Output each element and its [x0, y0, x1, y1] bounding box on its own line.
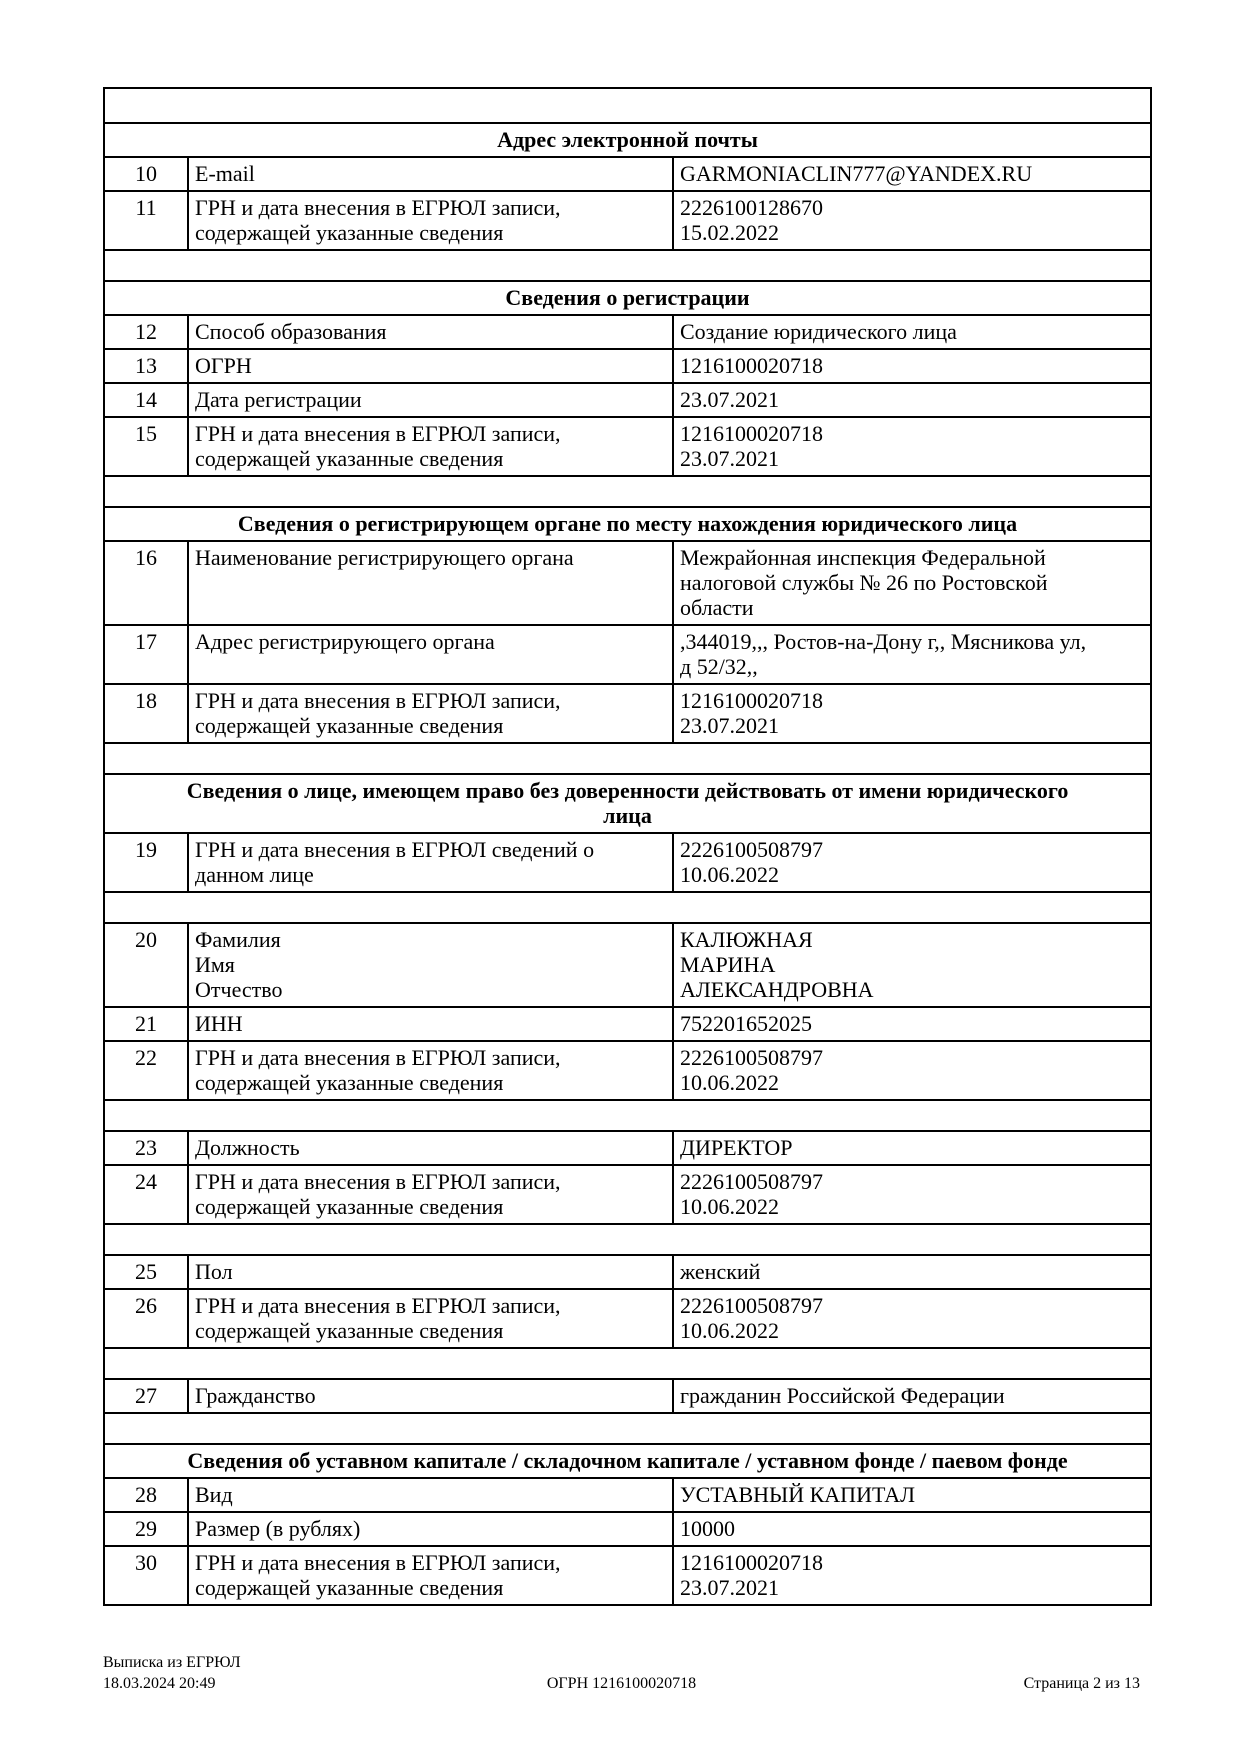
spacer-row: [104, 1348, 1151, 1379]
row-value-cell: [673, 1546, 1151, 1605]
row-number-cell: 23: [104, 1131, 188, 1165]
spacer-cell: [104, 1224, 1151, 1255]
row-value-cell: [673, 1379, 1151, 1413]
cell-line: 2226100508797: [680, 837, 823, 862]
cell-line: области: [680, 595, 754, 620]
row-number-cell: 10: [104, 157, 188, 191]
cell-line: ИНН: [195, 1011, 243, 1036]
spacer-cell: [104, 743, 1151, 774]
section-title-cell: [104, 507, 1151, 541]
cell-line: 15.02.2022: [680, 220, 779, 245]
row-number-cell: 25: [104, 1255, 188, 1289]
row-value-cell: [673, 625, 1151, 684]
cell-line: содержащей указанные сведения: [195, 1318, 504, 1343]
row-number-cell: 28: [104, 1478, 188, 1512]
spacer-row: [104, 1413, 1151, 1444]
cell-line: 10.06.2022: [680, 1194, 779, 1219]
spacer-cell: [104, 1413, 1151, 1444]
cell-line: женский: [680, 1259, 761, 1284]
cell-line: ГРН и дата внесения в ЕГРЮЛ записи,: [195, 688, 561, 713]
table-row: [104, 1546, 1151, 1605]
row-value-cell: [673, 157, 1151, 191]
cell-line: содержащей указанные сведения: [195, 1070, 504, 1095]
cell-line: 23.07.2021: [680, 446, 779, 471]
spacer-row: [104, 250, 1151, 281]
section-title-cell: [104, 774, 1151, 833]
cell-line: Способ образования: [195, 319, 387, 344]
table-row: [104, 157, 1151, 191]
row-number-cell: 16: [104, 541, 188, 625]
table-row: [104, 1512, 1151, 1546]
spacer-cell: [104, 88, 1151, 123]
row-label-cell: [188, 923, 673, 1007]
row-number-cell: 19: [104, 833, 188, 892]
table-row: [104, 625, 1151, 684]
row-number-cell: 29: [104, 1512, 188, 1546]
spacer-cell: [104, 250, 1151, 281]
row-number-cell: 15: [104, 417, 188, 476]
cell-line: Адрес регистрирующего органа: [195, 629, 495, 654]
section-title-cell: [104, 281, 1151, 315]
cell-line: 2226100508797: [680, 1293, 823, 1318]
cell-line: содержащей указанные сведения: [195, 220, 504, 245]
cell-line: 1216100020718: [680, 421, 823, 446]
cell-line: Сведения о регистрирующем органе по месту нахождения юридического лица: [237, 511, 1018, 536]
table-row: [104, 833, 1151, 892]
cell-line: данном лице: [195, 862, 314, 887]
cell-line: Сведения о регистрации: [505, 285, 750, 310]
footer-ogrn: ОГРН 1216100020718: [546, 1675, 697, 1692]
cell-line: 10.06.2022: [680, 862, 779, 887]
section-header-row: [104, 507, 1151, 541]
spacer-row: [104, 1224, 1151, 1255]
cell-line: 10.06.2022: [680, 1070, 779, 1095]
cell-line: содержащей указанные сведения: [195, 446, 504, 471]
row-label-cell: [188, 684, 673, 743]
cell-line: 1216100020718: [680, 1550, 823, 1575]
row-value-cell: [673, 684, 1151, 743]
row-number-cell: 24: [104, 1165, 188, 1224]
row-label-cell: [188, 1007, 673, 1041]
cell-line: Сведения об уставном капитале / складочном капитале / уставном фонде / паевом фонде: [187, 1448, 1068, 1473]
cell-line: 23.07.2021: [680, 713, 779, 738]
row-number-cell: 12: [104, 315, 188, 349]
cell-line: содержащей указанные сведения: [195, 713, 504, 738]
row-value-cell: [673, 1255, 1151, 1289]
row-label-cell: [188, 157, 673, 191]
cell-line: 752201652025: [680, 1011, 812, 1036]
section-header-row: [104, 1444, 1151, 1478]
row-value-cell: [673, 1478, 1151, 1512]
spacer-cell: [104, 1348, 1151, 1379]
cell-line: Наименование регистрирующего органа: [195, 545, 574, 570]
cell-line: Пол: [195, 1259, 233, 1284]
row-label-cell: [188, 1255, 673, 1289]
table-row: [104, 191, 1151, 250]
spacer-row: [104, 743, 1151, 774]
cell-line: 1216100020718: [680, 688, 823, 713]
table-row: [104, 1255, 1151, 1289]
section-title-cell: [104, 123, 1151, 157]
row-number-cell: 21: [104, 1007, 188, 1041]
egrul-table: [103, 87, 1152, 1606]
cell-line: ГРН и дата внесения в ЕГРЮЛ записи,: [195, 1293, 561, 1318]
row-label-cell: [188, 1289, 673, 1348]
spacer-cell: [104, 892, 1151, 923]
cell-line: Создание юридического лица: [680, 319, 957, 344]
cell-line: Имя: [195, 952, 235, 977]
cell-line: Адрес электронной почты: [497, 127, 758, 152]
cell-line: ГРН и дата внесения в ЕГРЮЛ сведений о: [195, 837, 595, 862]
cell-line: Гражданство: [195, 1383, 316, 1408]
spacer-row: [104, 1100, 1151, 1131]
table-row: [104, 1478, 1151, 1512]
row-value-cell: [673, 1289, 1151, 1348]
cell-line: Должность: [195, 1135, 300, 1160]
cell-line: ОГРН: [195, 353, 252, 378]
row-label-cell: [188, 1131, 673, 1165]
row-number-cell: 13: [104, 349, 188, 383]
cell-line: ГРН и дата внесения в ЕГРЮЛ записи,: [195, 1550, 561, 1575]
cell-line: 2226100508797: [680, 1045, 823, 1070]
row-label-cell: [188, 417, 673, 476]
spacer-row: [104, 476, 1151, 507]
cell-line: д 52/32,,: [680, 654, 758, 679]
cell-line: ГРН и дата внесения в ЕГРЮЛ записи,: [195, 421, 561, 446]
cell-line: 10000: [680, 1516, 735, 1541]
cell-line: КАЛЮЖНАЯ: [680, 927, 813, 952]
cell-line: УСТАВНЫЙ КАПИТАЛ: [680, 1482, 916, 1507]
row-label-cell: [188, 1041, 673, 1100]
table-row: [104, 1007, 1151, 1041]
row-label-cell: [188, 1379, 673, 1413]
row-number-cell: 22: [104, 1041, 188, 1100]
cell-line: Межрайонная инспекция Федеральной: [680, 545, 1046, 570]
table-row: [104, 417, 1151, 476]
row-label-cell: [188, 383, 673, 417]
top-blank-row: [104, 88, 1151, 123]
cell-line: 2226100128670: [680, 195, 823, 220]
footer-page-number: Страница 2 из 13: [1023, 1675, 1140, 1692]
cell-line: ГРН и дата внесения в ЕГРЮЛ записи,: [195, 1169, 561, 1194]
row-number-cell: 20: [104, 923, 188, 1007]
row-value-cell: [673, 1131, 1151, 1165]
row-value-cell: [673, 1007, 1151, 1041]
row-number-cell: 30: [104, 1546, 188, 1605]
row-value-cell: [673, 541, 1151, 625]
cell-line: Вид: [195, 1482, 233, 1507]
row-value-cell: [673, 191, 1151, 250]
row-number-cell: 11: [104, 191, 188, 250]
cell-line: Дата регистрации: [195, 387, 362, 412]
row-value-cell: [673, 833, 1151, 892]
row-label-cell: [188, 541, 673, 625]
row-label-cell: [188, 191, 673, 250]
table-row: [104, 383, 1151, 417]
row-label-cell: [188, 315, 673, 349]
cell-line: АЛЕКСАНДРОВНА: [680, 977, 874, 1002]
section-header-row: [104, 123, 1151, 157]
spacer-cell: [104, 476, 1151, 507]
cell-line: Отчество: [195, 977, 283, 1002]
footer-left-block: [103, 1652, 241, 1694]
table-row: [104, 1165, 1151, 1224]
section-header-row: [104, 281, 1151, 315]
row-value-cell: [673, 1041, 1151, 1100]
cell-line: 23.07.2021: [680, 387, 779, 412]
table-row: [104, 349, 1151, 383]
row-value-cell: [673, 1165, 1151, 1224]
row-label-cell: [188, 1512, 673, 1546]
table-row: [104, 1289, 1151, 1348]
cell-line: лица: [603, 803, 652, 828]
table-row: [104, 315, 1151, 349]
cell-line: налоговой службы № 26 по Ростовской: [680, 570, 1048, 595]
table-row: [104, 684, 1151, 743]
cell-line: ГРН и дата внесения в ЕГРЮЛ записи,: [195, 195, 561, 220]
cell-line: ГРН и дата внесения в ЕГРЮЛ записи,: [195, 1045, 561, 1070]
cell-line: ДИРЕКТОР: [680, 1135, 793, 1160]
cell-line: GARMONIACLIN777@YANDEX.RU: [680, 161, 1033, 186]
row-value-cell: [673, 349, 1151, 383]
cell-line: Сведения о лице, имеющем право без доверенности действовать от имени юридического: [186, 778, 1069, 803]
table-row: [104, 1041, 1151, 1100]
table-row: [104, 1131, 1151, 1165]
table-row: [104, 1379, 1151, 1413]
row-number-cell: 27: [104, 1379, 188, 1413]
footer-doc-type: Выписка из ЕГРЮЛ: [103, 1654, 241, 1671]
page-footer: [103, 1652, 1140, 1696]
cell-line: 23.07.2021: [680, 1575, 779, 1600]
row-label-cell: [188, 1546, 673, 1605]
footer-datetime: 18.03.2024 20:49: [103, 1675, 216, 1692]
row-label-cell: [188, 1478, 673, 1512]
row-number-cell: 26: [104, 1289, 188, 1348]
cell-line: содержащей указанные сведения: [195, 1575, 504, 1600]
row-number-cell: 18: [104, 684, 188, 743]
cell-line: ,344019,,, Ростов-на-Дону г,, Мясникова ул,: [680, 629, 1087, 654]
cell-line: 2226100508797: [680, 1169, 823, 1194]
row-value-cell: [673, 383, 1151, 417]
cell-line: МАРИНА: [680, 952, 776, 977]
table-row: [104, 541, 1151, 625]
cell-line: гражданин Российской Федерации: [680, 1383, 1005, 1408]
section-header-row: [104, 774, 1151, 833]
cell-line: 10.06.2022: [680, 1318, 779, 1343]
section-title-cell: [104, 1444, 1151, 1478]
cell-line: Фамилия: [195, 927, 281, 952]
cell-line: E-mail: [195, 161, 255, 186]
row-number-cell: 17: [104, 625, 188, 684]
row-value-cell: [673, 417, 1151, 476]
row-label-cell: [188, 833, 673, 892]
cell-line: 1216100020718: [680, 353, 823, 378]
row-value-cell: [673, 923, 1151, 1007]
row-value-cell: [673, 1512, 1151, 1546]
table-row: [104, 923, 1151, 1007]
spacer-row: [104, 892, 1151, 923]
row-label-cell: [188, 1165, 673, 1224]
spacer-cell: [104, 1100, 1151, 1131]
row-label-cell: [188, 349, 673, 383]
row-label-cell: [188, 625, 673, 684]
row-number-cell: 14: [104, 383, 188, 417]
cell-line: Размер (в рублях): [195, 1516, 361, 1541]
row-value-cell: [673, 315, 1151, 349]
egrul-table-body: [104, 88, 1151, 1605]
cell-line: содержащей указанные сведения: [195, 1194, 504, 1219]
